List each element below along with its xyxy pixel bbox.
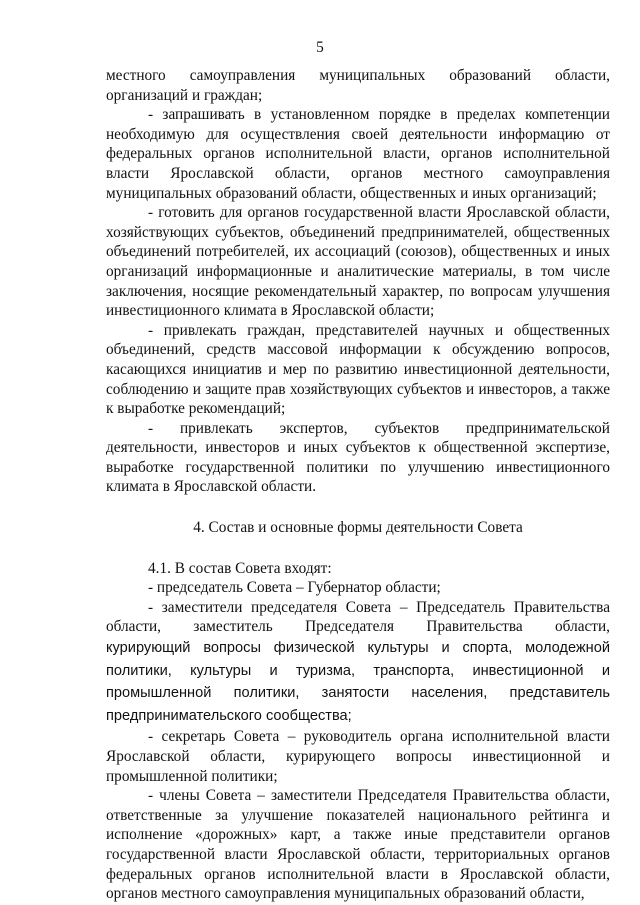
paragraph: - председатель Совета – Губернатор области; bbox=[148, 579, 441, 597]
paragraph: местного самоуправления муниципальных образований области, организаций и граждан; bbox=[106, 67, 610, 104]
document-body bbox=[106, 66, 610, 904]
paragraph-sans: курирующий вопросы физической культуры и спорта, молодежной политики, культуры и туризма, транспорта, инвестиционной и промышленной политики, занятости населения, представитель предпринимательского сообщества; bbox=[106, 640, 610, 724]
paragraph: - готовить для органов государственной власти Ярославской области, хозяйствующих субъектов, объединений предпринимателей, общественных объединений потребителей, их ассоциаций (союзов), общественных и иных организаций информационные и аналитические материалы, в том числе заключения, носящие рекомендательный характер, по вопросам улучшения инвестиционного климата в Ярославской области; bbox=[106, 204, 610, 320]
paragraph: - привлекать граждан, представителей научных и общественных объединений, средств массовой информации к обсуждению вопросов, касающихся инициатив и мер по развитию инвестиционной деятельности, соблюдению и защите прав хозяйствующих субъектов и инвесторов, а также к выработке рекомендаций; bbox=[106, 321, 610, 418]
paragraph: 4.1. В состав Совета входят: bbox=[148, 559, 332, 577]
section-heading: 4. Состав и основные формы деятельности Совета bbox=[193, 519, 523, 537]
paragraph: - заместители председателя Совета – Председатель Правительства области, заместитель Председателя Правительства области, bbox=[106, 598, 610, 636]
paragraph: - запрашивать в установленном порядке в пределах компетенции необходимую для осуществления своей деятельности информацию от федеральных органов исполнительной власти, органов исполнительной власти Ярославской области, органов местного самоуправления муниципальных образований области, общественных и иных организаций; bbox=[106, 106, 610, 202]
paragraph: - члены Совета – заместители Председателя Правительства области, ответственные за улучшение показателей национального рейтинга и исполнение «дорожных» карт, а также иные представители органов государственной власти Ярославской области, территориальных органов федеральных органов исполнительной власти в Ярославской области, органов местного самоуправления муниципальных образований области, bbox=[106, 787, 610, 903]
paragraph: - привлекать экспертов, субъектов предпринимательской деятельности, инвесторов и иных субъектов к общественной экспертизе, выработке государственной политики по улучшению инвестиционного климата в Ярославской области. bbox=[106, 419, 610, 496]
paragraph: - секретарь Совета – руководитель органа исполнительной власти Ярославской области, курирующего вопросы инвестиционной и промышленной политики; bbox=[106, 728, 610, 785]
page-number: 5 bbox=[316, 39, 324, 56]
